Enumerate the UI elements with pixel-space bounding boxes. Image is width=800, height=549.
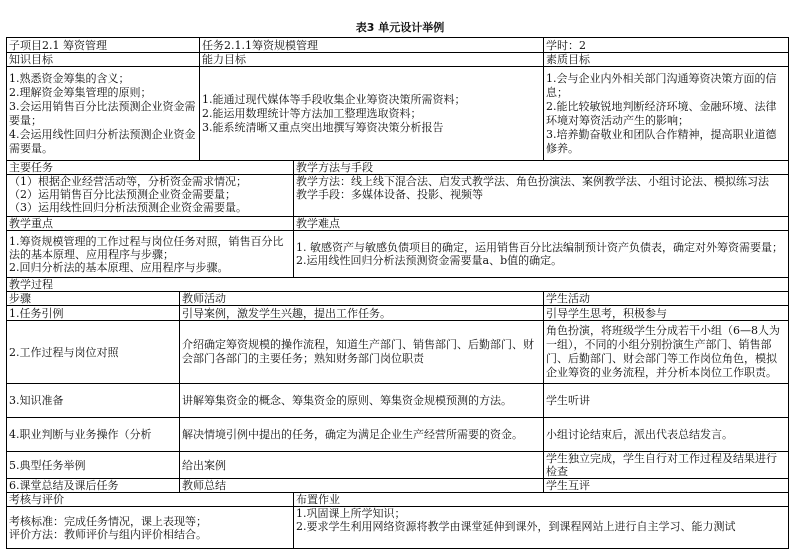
table-row (7, 479, 789, 493)
key-point-label: 教学重点 (7, 217, 294, 231)
step-cell: 4.职业判断与业务操作（分析 (7, 418, 180, 452)
step-cell: 6.课堂总结及课后任务 (7, 479, 180, 493)
homework-content: 1.巩固课上所学知识； 2.要求学生利用网络资源将教学由课堂延伸到课外，到课程网站上进行自主学习、能力测试 (294, 507, 789, 549)
student-activity-cell: 学生独立完成，学生自行对工作过程及结果进行检查 (544, 452, 789, 479)
teaching-methods-label: 教学方法与手段 (294, 161, 789, 175)
step-cell: 5.典型任务举例 (7, 452, 180, 479)
ability-goal-content: 1.能通过现代媒体等手段收集企业筹资决策所需资料； 2.能运用数理统计等方法加工整理选取资料； 3.能系统清晰又重点突出地撰写筹资决策分析报告 (200, 67, 544, 161)
quality-goal-label: 素质目标 (544, 53, 789, 67)
homework-label: 布置作业 (294, 493, 789, 507)
step-column-header: 步骤 (7, 292, 180, 306)
main-task-label: 主要任务 (7, 161, 294, 175)
teacher-activity-cell: 解决情境引例中提出的任务，确定为满足企业生产经营所需要的资金。 (180, 418, 544, 452)
student-activity-cell: 学生互评 (544, 479, 789, 493)
teacher-activity-cell: 引导案例，激发学生兴趣，提出工作任务。 (180, 306, 544, 321)
teacher-activity-cell: 介绍确定筹资规模的操作流程，知道生产部门、销售部门、后勤部门、财会部门各部门的主要任务；熟知财务部门岗位职责 (180, 321, 544, 384)
step-cell: 2.工作过程与岗位对照 (7, 321, 180, 384)
teacher-activity-cell: 给出案例 (180, 452, 544, 479)
table-row (7, 384, 789, 418)
teaching-methods-content: 教学方法：线上线下混合法、启发式教学法、角色扮演法、案例教学法、小组讨论法、模拟练习法 教学手段：多媒体设备、投影、视频等 (294, 175, 789, 217)
project-cell: 子项目2.1 筹资管理 (7, 38, 200, 53)
assessment-content: 考核标准：完成任务情况，课上表现等； 评价方法：教师评价与组内评价相结合。 (7, 507, 294, 549)
unit-design-table (6, 37, 789, 549)
hours-cell: 学时：2 (544, 38, 789, 53)
student-activity-cell: 学生听讲 (544, 384, 789, 418)
step-cell: 1.任务引例 (7, 306, 180, 321)
table-row (7, 418, 789, 452)
knowledge-goal-content: 1.熟悉资金筹集的含义； 2.理解资金筹集管理的原则； 3.会运用销售百分比法预测企业资金需要量； 4.会运用线性回归分析法预测企业资金需要量。 (7, 67, 200, 161)
table-row (7, 321, 789, 384)
main-task-content: （1）根据企业经营活动等，分析资金需求情况； （2）运用销售百分比法预测企业资金需要量； （3）运用线性回归分析法预测企业资金需要量。 (7, 175, 294, 217)
difficulty-content: 1. 敏感资产与敏感负债项目的确定，运用销售百分比法编制预计资产负债表，确定对外筹资需要量；2.运用线性回归分析法预测资金需要量a、b值的确定。 (294, 231, 789, 278)
student-activity-cell: 小组讨论结束后，派出代表总结发言。 (544, 418, 789, 452)
table-row (7, 306, 789, 321)
teacher-activity-cell: 讲解筹集资金的概念、筹集资金的原则、筹集资金规模预测的方法。 (180, 384, 544, 418)
student-column-header: 学生活动 (544, 292, 789, 306)
teacher-activity-cell: 教师总结 (180, 479, 544, 493)
process-label: 教学过程 (7, 278, 789, 292)
ability-goal-label: 能力目标 (200, 53, 544, 67)
knowledge-goal-label: 知识目标 (7, 53, 200, 67)
teacher-column-header: 教师活动 (180, 292, 544, 306)
student-activity-cell: 引导学生思考，积极参与 (544, 306, 789, 321)
task-cell: 任务2.1.1筹资规模管理 (200, 38, 544, 53)
difficulty-label: 教学难点 (294, 217, 789, 231)
student-activity-cell: 角色扮演，将班级学生分成若干小组（6—8人为一组），不同的小组分别扮演生产部门、销售部门、后勤部门、财会部门等工作岗位角色，模拟企业筹资的业务流程，并分析本岗位工作职责。 (544, 321, 789, 384)
table-row (7, 452, 789, 479)
step-cell: 3.知识准备 (7, 384, 180, 418)
key-point-content: 1.筹资规模管理的工作过程与岗位任务对照，销售百分比法的基本原理、应用程序与步骤； 2.回归分析法的基本原理、应用程序与步骤。 (7, 231, 294, 278)
table-caption: 表3 单元设计举例 (355, 21, 445, 34)
quality-goal-content: 1.会与企业内外相关部门沟通筹资决策方面的信息； 2.能比较敏锐地判断经济环境、金融环境、法律环境对筹资活动产生的影响； 3.培养勤奋敬业和团队合作精神，提高职业道德修养。 (544, 67, 789, 161)
assessment-label: 考核与评价 (7, 493, 294, 507)
